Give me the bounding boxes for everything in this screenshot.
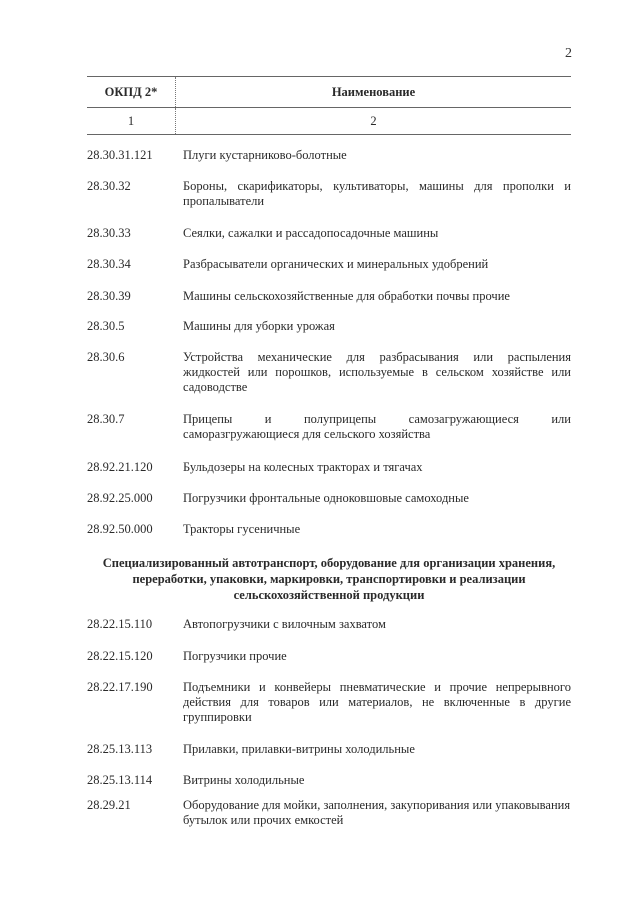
table-row [87,179,571,209]
okpd-code: 28.22.17.190 [87,680,153,694]
okpd-code: 28.30.7 [87,412,125,426]
item-name: Плуги кустарниково-болотные [183,148,347,162]
table-row [87,412,571,442]
table-row [87,491,571,506]
item-name: Оборудование для мойки, заполнения, закупоривания или упаковывания бутылок или прочих емкостей [183,798,571,827]
header-titles-row [87,77,571,107]
table-row [87,148,571,163]
okpd-code: 28.92.25.000 [87,491,153,505]
item-name: Машины для уборки урожая [183,319,335,333]
okpd-code: 28.29.21 [87,798,131,812]
table-row [87,350,571,395]
okpd-code: 28.25.13.113 [87,742,153,756]
item-name: Бульдозеры на колесных тракторах и тягачах [183,460,423,474]
item-name: Сеялки, сажалки и рассадопосадочные машины [183,226,439,240]
item-name: Подъемники и конвейеры пневматические и прочие непрерывного действия для товаров или материалов, не включенные в другие группировки [183,680,571,724]
item-name: Погрузчики фронтальные одноковшовые самоходные [183,491,469,505]
item-name: Устройства механические для разбрасывания или распыления жидкостей или порошков, используемые в сельском хозяйстве или садоводстве [183,350,571,394]
okpd-code: 28.30.5 [87,319,125,333]
item-name: Автопогрузчики с вилочным захватом [183,617,386,631]
okpd-code: 28.92.50.000 [87,522,153,536]
table-row [87,617,571,632]
okpd-code: 28.30.34 [87,257,131,271]
page-number: 2 [565,46,572,61]
header-numbers-row [87,107,571,134]
header-col-number-1: 1 [87,108,176,134]
table-row [87,460,571,475]
okpd-code: 28.22.15.110 [87,617,153,631]
okpd-code: 28.30.31.121 [87,148,153,162]
table-row [87,742,571,757]
okpd-code: 28.25.13.114 [87,773,153,787]
item-name: Тракторы гусеничные [183,522,301,536]
table-row [87,773,571,788]
header-col-number-2: 2 [370,113,377,128]
header-name: Наименование [331,84,416,99]
table-row [87,319,571,334]
okpd-code: 28.30.32 [87,179,131,193]
item-name: Витрины холодильные [183,773,305,787]
table-row [87,226,571,241]
table-header [87,76,571,135]
table-row [87,680,571,725]
item-name: Разбрасыватели органических и минеральных удобрений [183,257,489,271]
okpd-code: 28.30.6 [87,350,125,364]
table-row [87,289,571,304]
item-name: Бороны, скарификаторы, культиваторы, машины для прополки и пропалыватели [183,179,571,208]
item-name: Прилавки, прилавки-витрины холодильные [183,742,415,756]
table-row [87,257,571,272]
okpd-code: 28.92.21.120 [87,460,153,474]
okpd-code: 28.30.33 [87,226,131,240]
table-row [87,522,571,537]
item-name: Погрузчики прочие [183,649,287,663]
okpd-code: 28.22.15.120 [87,649,153,663]
header-okpd: ОКПД 2* [87,77,176,107]
item-name: Машины сельскохозяйственные для обработки почвы прочие [183,289,510,303]
table-row [87,649,571,664]
item-name: Прицепы и полуприцепы самозагружающиеся или саморазгружающиеся для сельского хозяйства [183,412,571,441]
section-heading: Специализированный автотранспорт, оборудование для организации хранения, переработки, упаковки, маркировки, транспортировки и реализации сельскохозяйственной продукции [102,556,556,602]
table-row [87,798,571,828]
okpd-code: 28.30.39 [87,289,131,303]
